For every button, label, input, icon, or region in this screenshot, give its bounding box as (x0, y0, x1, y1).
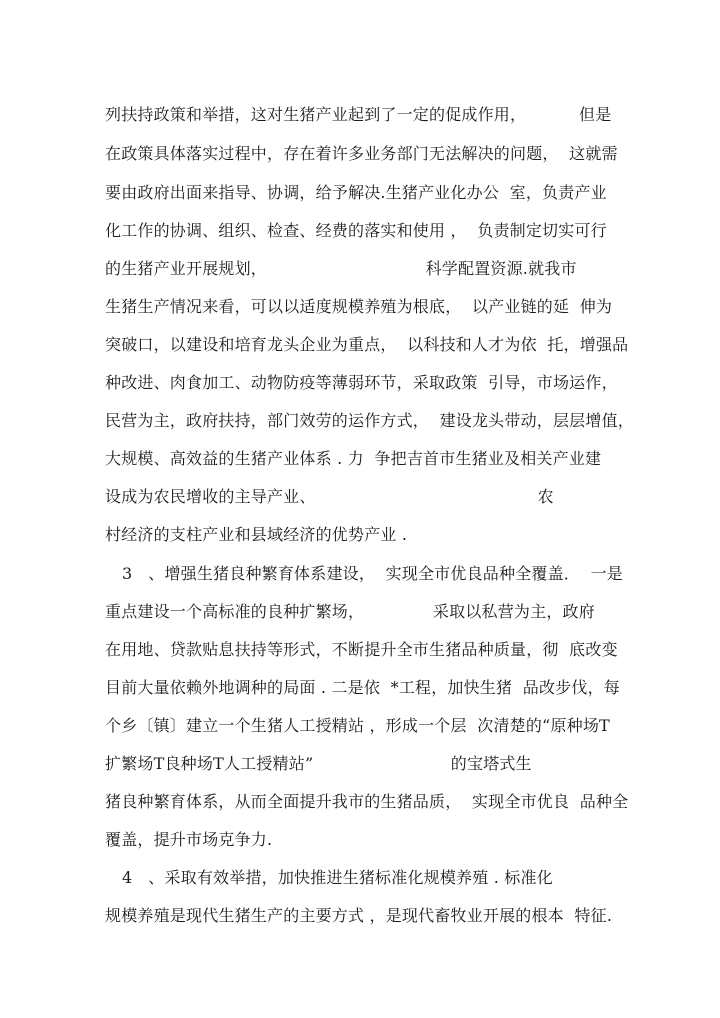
paragraph-line: 猪良种繁育体系，从而全面提升我市的生猪品质， 实现全市优良 品种全 (105, 792, 629, 811)
paragraph-line: 在政策具体落实过程中，存在着许多业务部门无法解决的问题， 这就需 (105, 144, 618, 163)
paragraph-line: 扩繁场T良种场T人工授精站” 的宝塔式生 (105, 754, 532, 773)
paragraph-line: 的生猪产业开展规划， 科学配置资源.就我市 (105, 259, 577, 278)
paragraph-line: 突破口，以建设和培育龙头企业为重点， 以科技和人才为依 托，增强品 (105, 335, 629, 354)
paragraph-line: 覆盖，提升市场克争力. (105, 830, 273, 849)
paragraph-line: 化工作的协调、组织、检查、经费的落实和使用 ， 负责制定切实可行 (105, 221, 607, 240)
paragraph-line: 民营为主，政府扶持，部门效劳的运作方式， 建设龙头带动，层层增值， (105, 411, 634, 430)
paragraph-line: 重点建设一个高标准的良种扩繁场， 采取以私营为主，政府 (105, 602, 595, 621)
paragraph-line: 规模养殖是现代生猪生产的主要方式 ，是现代畜牧业开展的根本 特征. (105, 906, 613, 925)
paragraph-line: 目前大量依赖外地调种的局面 . 二是依 *工程，加快生猪 品改步伐，每 (105, 678, 621, 697)
paragraph-line: 种改进、肉食加工、动物防疫等薄弱环节，采取政策 引导，市场运作， (105, 373, 618, 392)
paragraph-line: 列扶持政策和举措，这对生猪产业起到了一定的促成作用， 但是 (105, 105, 612, 124)
paragraph-line: 村经济的支柱产业和县域经济的优势产业 . (105, 525, 408, 544)
paragraph-line: 3 、增强生猪良种繁育体系建设， 实现全市优良品种全覆盖． 一是 (122, 564, 623, 583)
paragraph-line: 生猪生产情况来看，可以以适度规模养殖为根底， 以产业链的延 伸为 (105, 297, 613, 316)
paragraph-line: 个乡〔镇〕建立一个生猪人工授精站 ，形成一个层 次清楚的“原种场T (105, 716, 610, 735)
paragraph-line: 要由政府出面来指导、协调，给予解决.生猪产业化办公 室，负责产业 (105, 183, 607, 202)
paragraph-line: 4 、采取有效举措，加快推进生猪标准化规模养殖 . 标准化 (122, 868, 553, 887)
paragraph-line: 大规模、高效益的生猪产业体系 . 力 争把吉首市生猪业及相关产业建 (105, 449, 602, 468)
paragraph-line: 设成为农民增收的主导产业、 农 (105, 487, 554, 506)
paragraph-line: 在用地、贷款贴息扶持等形式，不断提升全市生猪品种质量，彻 底改变 (105, 640, 618, 659)
